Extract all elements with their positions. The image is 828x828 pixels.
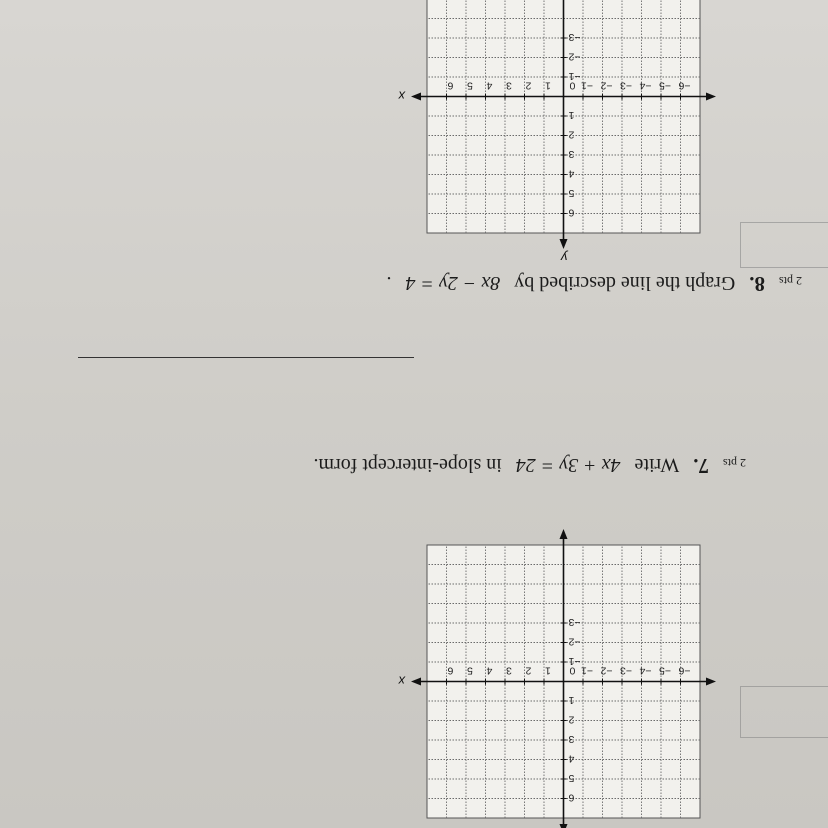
- y-tick-label: −2: [568, 50, 581, 63]
- x-tick-label: 6: [447, 79, 454, 92]
- x-tick-label: −1: [581, 79, 593, 92]
- x-tick-label: −5: [659, 664, 671, 677]
- x-tick-label: 5: [467, 664, 473, 677]
- problem-text: Write: [634, 454, 680, 476]
- x-tick-label: 1: [545, 79, 551, 92]
- x-tick-label: −3: [620, 664, 632, 677]
- problem-suffix: .: [386, 272, 392, 294]
- y-tick-label: 4: [568, 752, 575, 765]
- problem-text: Graph the line described by: [514, 272, 736, 294]
- x-axis-label: x: [398, 673, 405, 689]
- x-axis-arrow-right-icon: [411, 678, 421, 686]
- problem-equation: 4x + 3y = 24: [515, 454, 621, 476]
- coordinate-grid-problem-8[interactable]: [380, 0, 720, 265]
- x-tick-label: 4: [486, 79, 493, 92]
- y-tick-label: 2: [568, 713, 575, 726]
- x-tick-label: 5: [467, 79, 473, 92]
- x-tick-label: 0: [569, 79, 576, 92]
- y-tick-label: 5: [568, 772, 575, 784]
- x-tick-label: −4: [639, 664, 652, 677]
- x-tick-label: 6: [447, 664, 454, 677]
- y-tick-label: −2: [568, 635, 581, 648]
- x-tick-label: −2: [600, 664, 613, 677]
- x-tick-label: 2: [525, 79, 532, 92]
- x-axis-arrow-left-icon: [706, 678, 716, 686]
- x-tick-label: −6: [678, 664, 691, 677]
- answer-line[interactable]: [78, 357, 414, 358]
- x-tick-label: −5: [659, 79, 671, 92]
- y-tick-label: −1: [568, 70, 581, 82]
- coordinate-grid-problem-7[interactable]: [380, 528, 720, 828]
- problem-7: [313, 453, 746, 478]
- problem-8: [386, 271, 802, 296]
- y-tick-label: 3: [568, 733, 575, 745]
- x-tick-label: 4: [486, 664, 493, 677]
- x-tick-label: 1: [545, 664, 551, 677]
- x-tick-label: −6: [678, 79, 691, 92]
- y-tick-label: 3: [568, 148, 575, 160]
- y-axis-arrow-down-icon: [560, 529, 568, 539]
- y-tick-label: 4: [568, 167, 575, 180]
- problem-equation: 8x − 2y = 4: [405, 272, 501, 294]
- x-tick-label: −2: [600, 79, 613, 92]
- x-tick-label: 2: [525, 664, 532, 677]
- y-tick-label: 1: [568, 109, 575, 121]
- x-tick-label: −3: [620, 79, 632, 92]
- answer-box-faint: [740, 686, 828, 738]
- x-tick-label: −4: [639, 79, 652, 92]
- x-tick-label: 3: [506, 79, 512, 92]
- y-tick-label: −3: [568, 616, 581, 628]
- y-axis-arrow-up-icon: [560, 824, 568, 828]
- problem-points: 2 pts: [778, 274, 802, 288]
- x-axis-arrow-right-icon: [411, 93, 421, 101]
- x-axis-label: x: [398, 88, 405, 104]
- answer-box-faint: [740, 222, 828, 268]
- y-tick-label: −3: [568, 31, 581, 43]
- y-tick-label: 6: [568, 206, 575, 219]
- y-tick-label: 2: [568, 128, 575, 141]
- problem-number: 7.: [693, 454, 709, 478]
- problem-number: 8.: [749, 272, 765, 296]
- y-tick-label: 6: [568, 791, 575, 804]
- x-tick-label: 3: [506, 664, 512, 677]
- x-tick-label: −1: [581, 664, 593, 677]
- x-tick-label: 0: [569, 664, 576, 677]
- y-tick-label: −1: [568, 655, 581, 667]
- y-tick-label: 5: [568, 187, 575, 199]
- problem-suffix: in slope-intercept form.: [313, 454, 502, 476]
- y-tick-label: 1: [568, 694, 575, 706]
- x-axis-arrow-left-icon: [706, 93, 716, 101]
- y-axis-label: y: [561, 250, 568, 265]
- problem-points: 2 pts: [722, 456, 746, 470]
- y-axis-arrow-up-icon: [560, 239, 568, 249]
